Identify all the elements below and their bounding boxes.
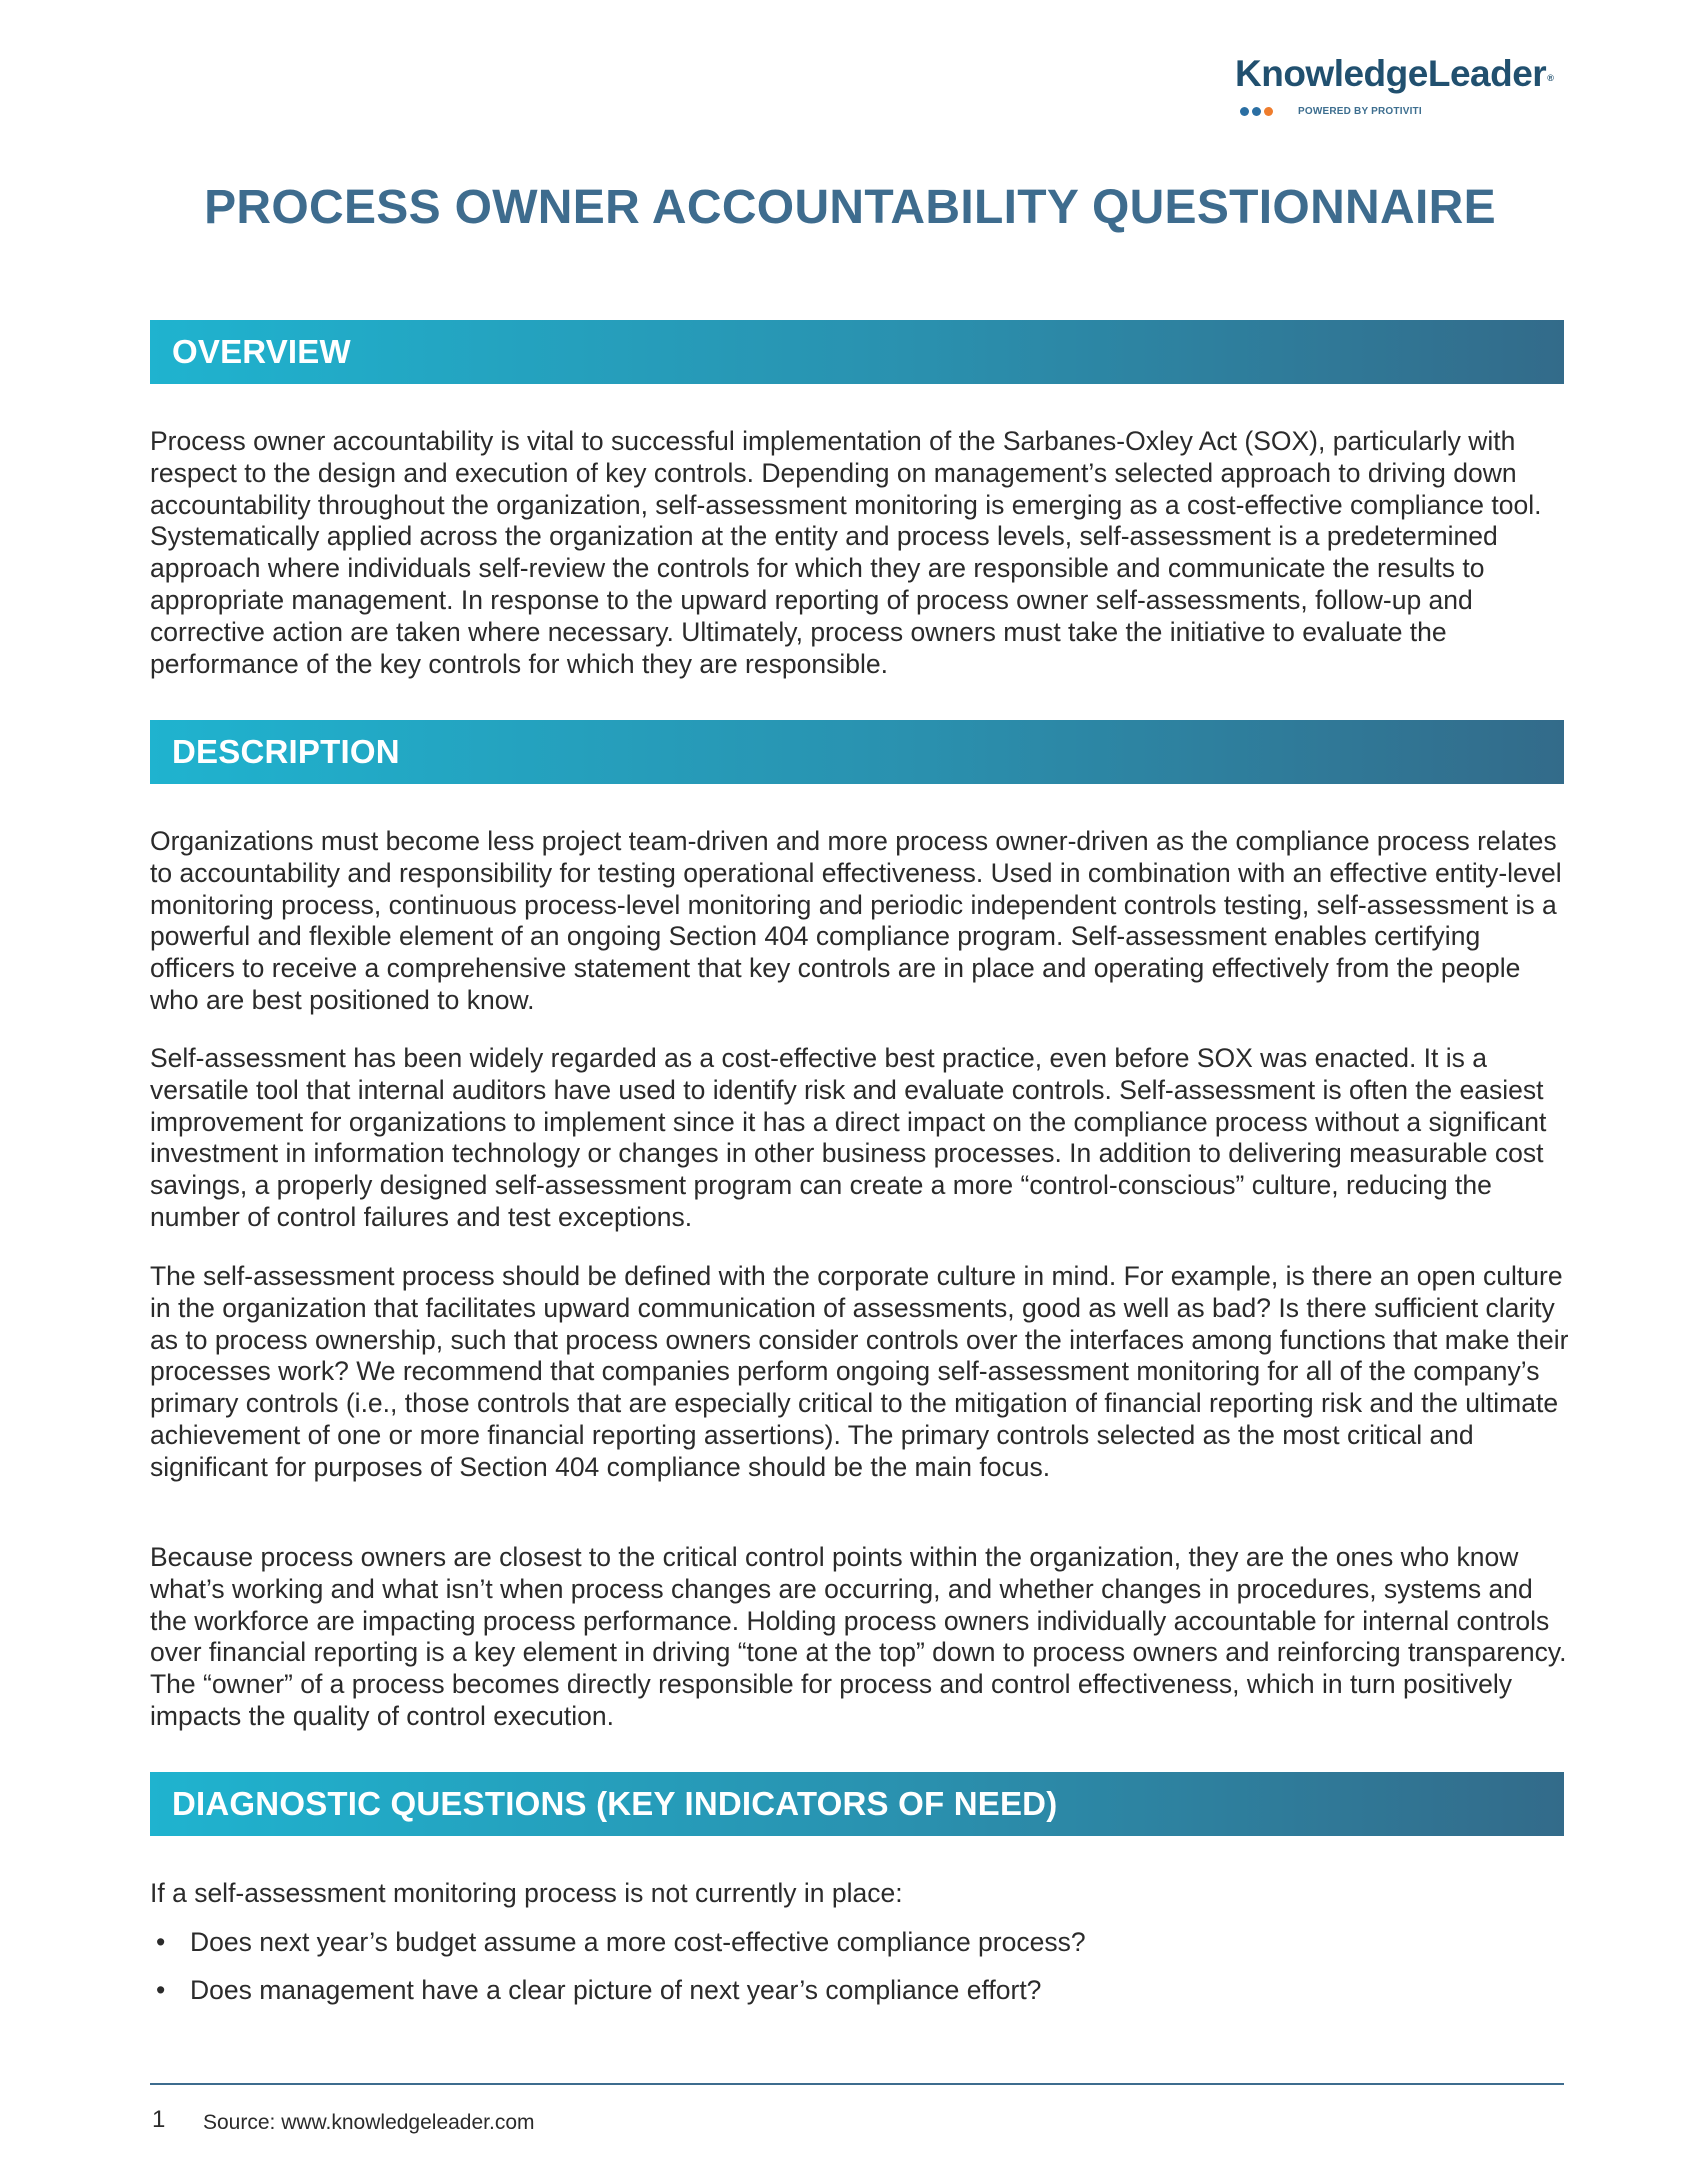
trademark-mark: ® — [1547, 73, 1554, 83]
overview-paragraph: Process owner accountability is vital to successful implementation of the Sarbanes-Oxley Act (SOX), particularly with respect to the design and execution of key controls. Depending on management’s selected approach to driving down accountability throughout the organization, self-assessment monitoring is emerging as a cost-effective compliance tool. Systematically applied across the organization at the entity and process levels, self-assessment is a predetermined approach where individuals self-review the controls for which they are responsible and communicate the results to appropriate management. In response to the upward reporting of process owner self-assessments, follow-up and corrective action are taken where necessary. Ultimately, process owners must take the initiative to evaluate the performance of the key controls for which they are responsible. — [150, 426, 1542, 679]
logo-wordmark — [1235, 54, 1565, 94]
footer-source: Source: www.knowledgeleader.com — [203, 2111, 535, 2134]
footer-divider — [150, 2083, 1564, 2085]
description-paragraph: Self-assessment has been widely regarded as a cost-effective best practice, even before SOX was enacted. It is a versatile tool that internal auditors have used to identify risk and evaluate controls. Self-assessment is often the easiest improvement for organizations to implement since it has a direct impact on the compliance process without a significant investment in information technology or changes in other business processes. In addition to delivering measurable cost savings, a properly designed self-assessment program can create a more “control-conscious” culture, reducing the number of control failures and test exceptions. — [150, 1043, 1547, 1232]
description-paragraph: The self-assessment process should be defined with the corporate culture in mind. For example, is there an open culture in the organization that facilitates upward communication of assessments, good as well as bad? Is there sufficient clarity as to process ownership, such that process owners consider controls over the interfaces among functions that make their processes work? We recommend that companies perform ongoing self-assessment monitoring for all of the company’s primary controls (i.e., those controls that are especially critical to the mitigation of financial reporting risk and the ultimate achievement of one or more financial reporting assertions). The primary controls selected as the most critical and significant for purposes of Section 404 compliance should be the main focus. — [150, 1261, 1569, 1482]
section-heading-description: DESCRIPTION — [150, 720, 1564, 784]
logo-dot-icon — [1264, 107, 1273, 116]
section-heading-overview: OVERVIEW — [150, 320, 1564, 384]
logo-tagline-row — [1240, 104, 1422, 118]
diagnostic-intro: If a self-assessment monitoring process is not currently in place: — [150, 1878, 903, 1908]
document-title: PROCESS OWNER ACCOUNTABILITY QUESTIONNAIRE — [204, 181, 1496, 234]
description-paragraph: Because process owners are closest to the critical control points within the organization, they are the ones who know what’s working and what isn’t when process changes are occurring, and whether changes in procedures, systems and the workforce are impacting process performance. Holding process owners individually accountable for internal controls over financial reporting is a key element in driving “tone at the top” down to process owners and reinforcing transparency. The “owner” of a process becomes directly responsible for process and control effectiveness, which in turn positively impacts the quality of control execution. — [150, 1542, 1567, 1731]
description-paragraph: Organizations must become less project team-driven and more process owner-driven as the compliance process relates to accountability and responsibility for testing operational effectiveness. Used in combination with an effective entity-level monitoring process, continuous process-level monitoring and periodic independent controls testing, self-assessment is a powerful and flexible element of an ongoing Section 404 compliance program. Self-assessment enables certifying officers to receive a comprehensive statement that key controls are in place and operating effectively from the people who are best positioned to know. — [150, 826, 1562, 1015]
logo-dot-icon — [1240, 107, 1249, 116]
list-item-text: Does next year’s budget assume a more cost-effective compliance process? — [190, 1927, 1086, 1957]
bullet-icon: • — [156, 1975, 166, 2005]
logo-dot-icon — [1252, 107, 1261, 116]
logo-tagline: POWERED BY PROTIVITI — [1298, 105, 1422, 117]
section-heading-diagnostic-questions: DIAGNOSTIC QUESTIONS (KEY INDICATORS OF NEED) — [150, 1772, 1564, 1836]
bullet-icon: • — [156, 1927, 166, 1957]
knowledgeleader-logo — [1235, 54, 1565, 124]
page-number: 1 — [152, 2106, 166, 2133]
logo-name-text: KnowledgeLeader — [1235, 53, 1547, 94]
list-item-text: Does management have a clear picture of next year’s compliance effort? — [190, 1975, 1042, 2005]
